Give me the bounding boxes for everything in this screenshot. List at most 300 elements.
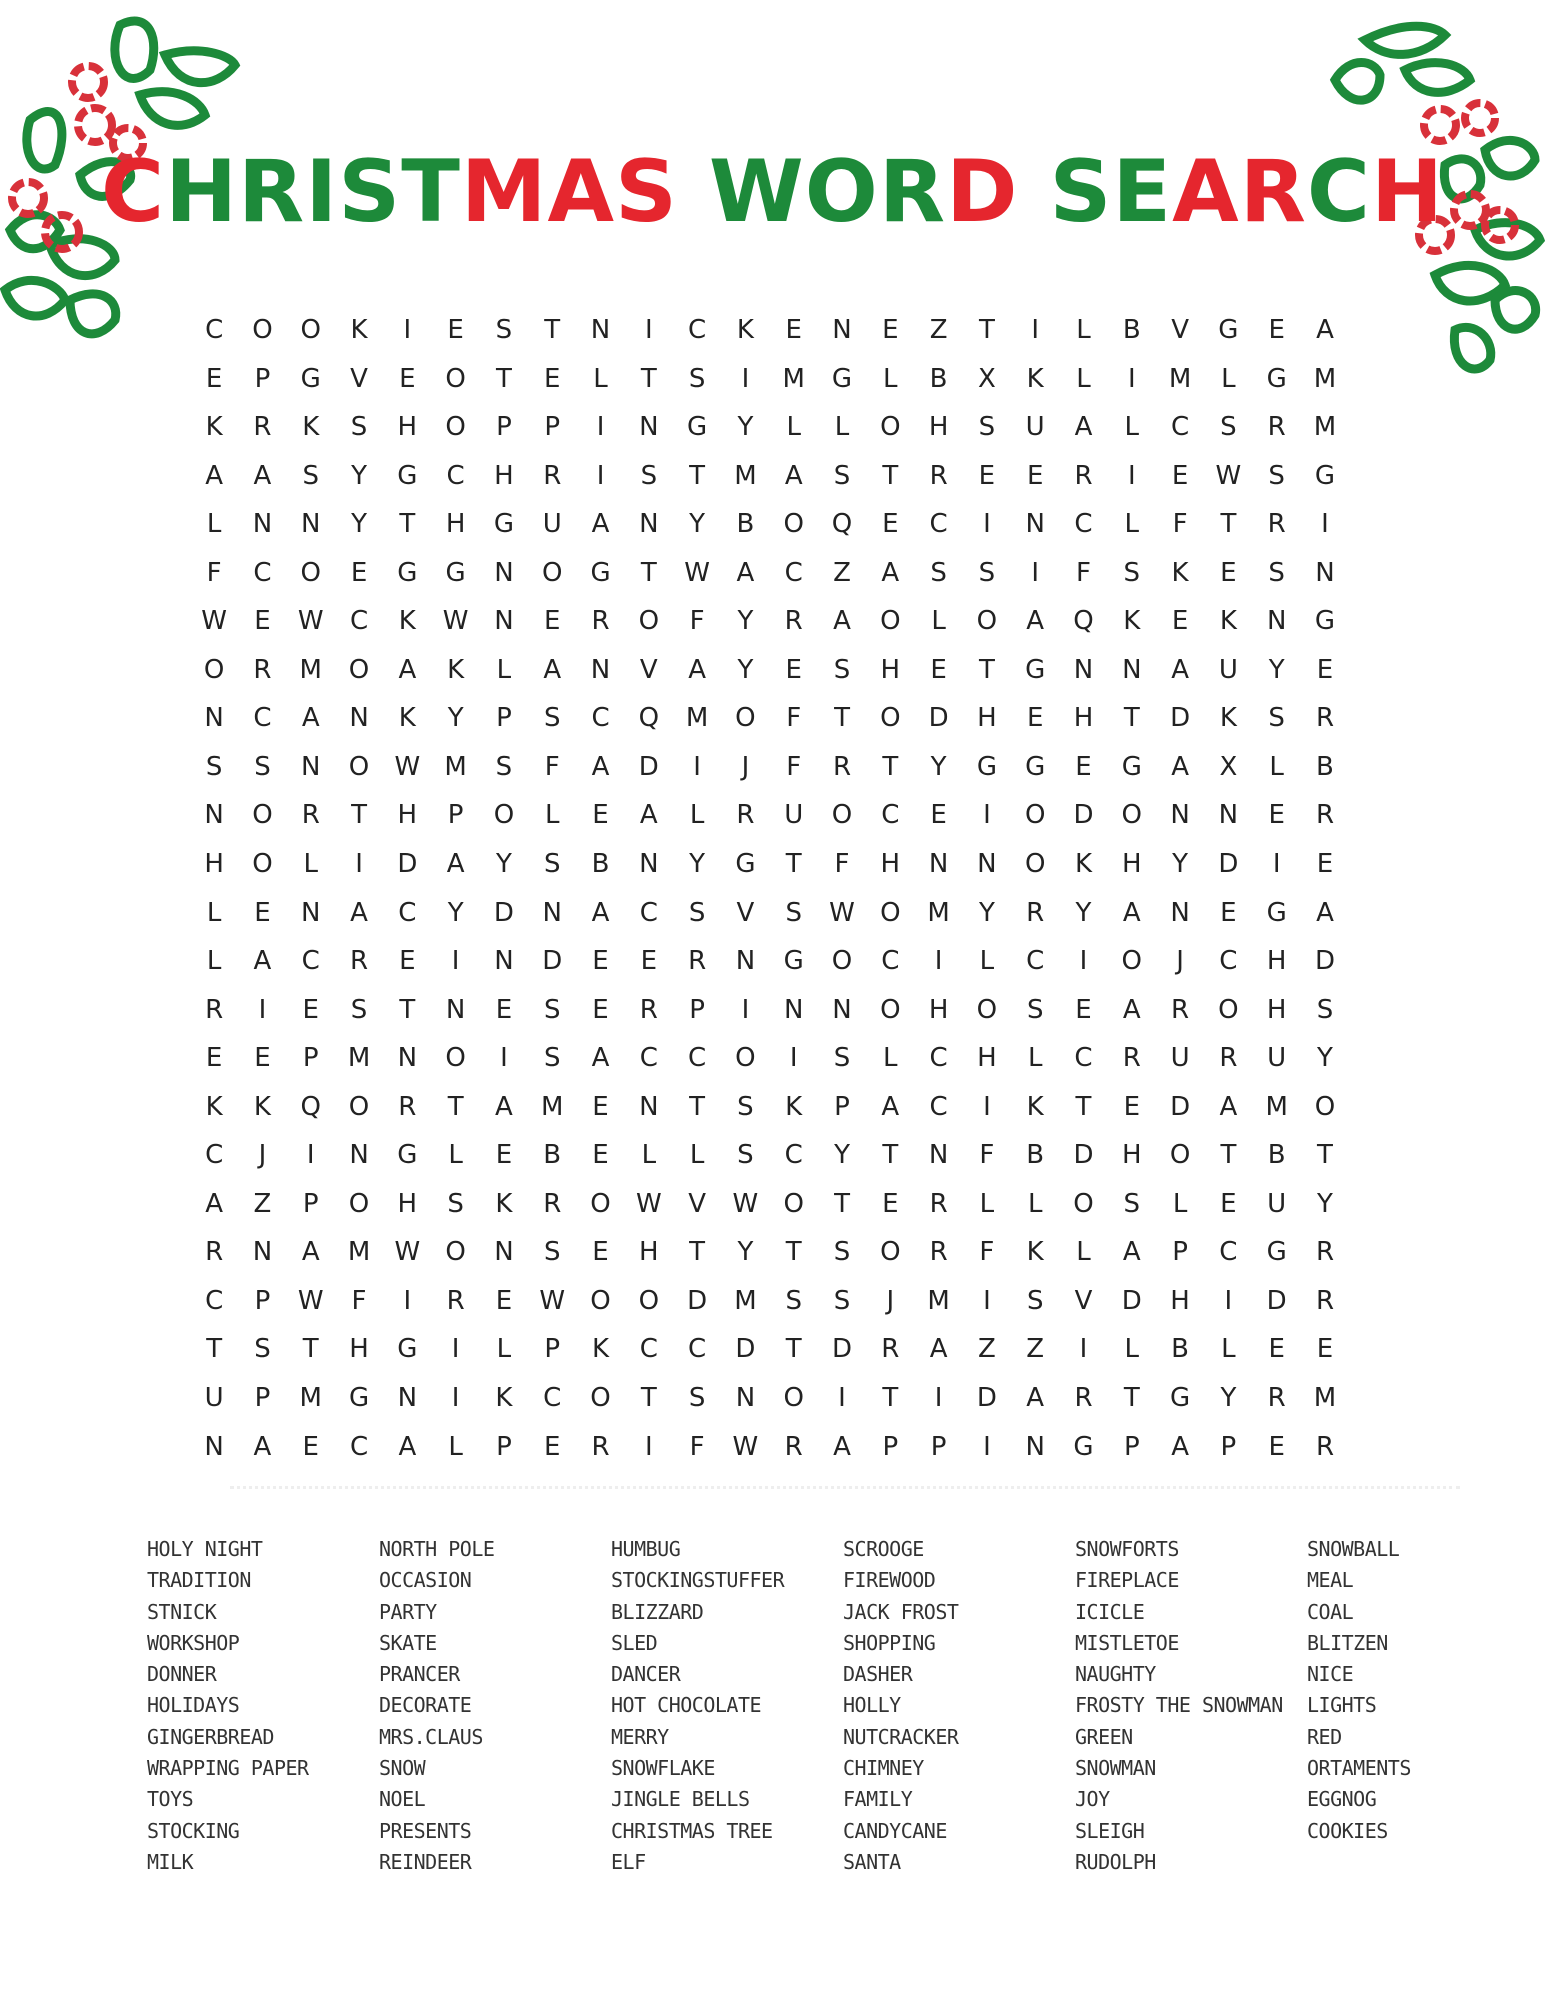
grid-letter[interactable]: J xyxy=(741,751,750,782)
grid-letter[interactable]: I xyxy=(741,363,750,394)
grid-letter[interactable]: R xyxy=(1171,994,1190,1025)
grid-letter[interactable]: O xyxy=(735,703,756,734)
grid-letter[interactable]: W xyxy=(539,1285,566,1316)
grid-letter[interactable]: B xyxy=(1122,315,1141,345)
grid-letter[interactable]: N xyxy=(590,654,611,685)
grid-letter[interactable]: R xyxy=(1267,412,1286,443)
grid-letter[interactable]: X xyxy=(1219,751,1238,782)
grid-letter[interactable]: R xyxy=(639,994,658,1025)
grid-letter[interactable]: P xyxy=(930,1431,947,1462)
grid-letter[interactable]: D xyxy=(1121,1285,1142,1316)
grid-letter[interactable]: S xyxy=(495,751,513,782)
grid-letter[interactable]: N xyxy=(639,1091,659,1122)
grid-letter[interactable]: C xyxy=(446,460,465,491)
grid-letter[interactable]: I xyxy=(596,460,605,491)
grid-letter[interactable]: N xyxy=(397,1383,418,1414)
grid-letter[interactable]: M xyxy=(685,703,709,734)
grid-letter[interactable]: N xyxy=(735,1383,756,1414)
grid-letter[interactable]: E xyxy=(592,1237,609,1268)
grid-letter[interactable]: E xyxy=(447,315,464,345)
grid-letter[interactable]: E xyxy=(592,1140,609,1171)
grid-letter[interactable]: F xyxy=(351,1285,367,1316)
grid-letter[interactable]: Q xyxy=(1073,606,1094,637)
grid-letter[interactable]: D xyxy=(1073,800,1094,831)
grid-letter[interactable]: B xyxy=(736,509,755,540)
grid-letter[interactable]: H xyxy=(1122,849,1142,880)
grid-letter[interactable]: Y xyxy=(834,1140,850,1171)
grid-letter[interactable]: S xyxy=(1220,412,1237,443)
grid-letter[interactable]: C xyxy=(639,1334,658,1365)
grid-letter[interactable]: O xyxy=(590,1188,611,1219)
grid-letter[interactable]: Y xyxy=(737,1237,754,1268)
grid-letter[interactable]: I xyxy=(934,1383,943,1414)
grid-letter[interactable]: N xyxy=(204,800,224,831)
grid-letter[interactable]: R xyxy=(1074,460,1093,491)
grid-letter[interactable]: N xyxy=(1315,557,1335,588)
grid-letter[interactable]: N xyxy=(832,994,852,1025)
grid-letter[interactable]: E xyxy=(1268,1431,1285,1462)
grid-letter[interactable]: N xyxy=(349,1140,369,1171)
grid-letter[interactable]: Y xyxy=(351,460,367,491)
grid-letter[interactable]: S xyxy=(543,1043,561,1074)
grid-letter[interactable]: I xyxy=(983,800,991,831)
grid-letter[interactable]: U xyxy=(1267,1188,1287,1219)
grid-letter[interactable]: E xyxy=(399,946,416,977)
grid-letter[interactable]: R xyxy=(1315,1285,1335,1316)
grid-letter[interactable]: Y xyxy=(1268,654,1285,685)
grid-letter[interactable]: V xyxy=(688,1188,707,1219)
grid-letter[interactable]: H xyxy=(1266,994,1287,1025)
grid-letter[interactable]: E xyxy=(1026,460,1044,491)
grid-letter[interactable]: I xyxy=(1224,1285,1233,1316)
grid-letter[interactable]: R xyxy=(446,1285,465,1316)
grid-letter[interactable]: T xyxy=(1123,703,1140,734)
grid-letter[interactable]: W xyxy=(1215,460,1242,491)
grid-letter[interactable]: H xyxy=(977,1043,997,1074)
grid-letter[interactable]: O xyxy=(831,800,853,831)
grid-letter[interactable]: Y xyxy=(495,849,512,880)
grid-letter[interactable]: E xyxy=(205,363,223,394)
grid-letter[interactable]: I xyxy=(934,946,943,977)
grid-letter[interactable]: E xyxy=(882,315,899,345)
grid-letter[interactable]: L xyxy=(883,1043,898,1074)
grid-letter[interactable]: H xyxy=(397,800,418,831)
grid-letter[interactable]: O xyxy=(1121,800,1143,831)
grid-letter[interactable]: T xyxy=(1123,1383,1140,1414)
grid-letter[interactable]: V xyxy=(1074,1285,1093,1316)
grid-letter[interactable]: T xyxy=(689,460,706,491)
grid-letter[interactable]: R xyxy=(1315,1431,1335,1462)
grid-letter[interactable]: T xyxy=(640,1383,657,1414)
grid-letter[interactable]: S xyxy=(1316,994,1334,1025)
grid-letter[interactable]: N xyxy=(639,412,659,443)
grid-letter[interactable]: A xyxy=(736,557,755,588)
grid-letter[interactable]: K xyxy=(1026,1237,1044,1268)
grid-letter[interactable]: O xyxy=(252,315,273,345)
grid-letter[interactable]: M xyxy=(347,1237,371,1268)
grid-letter[interactable]: C xyxy=(784,557,803,588)
grid-letter[interactable]: L xyxy=(1172,1188,1188,1219)
grid-letter[interactable]: I xyxy=(1272,849,1281,880)
grid-letter[interactable]: M xyxy=(299,1383,322,1414)
grid-letter[interactable]: W xyxy=(297,1285,324,1316)
grid-letter[interactable]: E xyxy=(1123,1091,1140,1122)
grid-letter[interactable]: P xyxy=(544,1334,561,1365)
grid-letter[interactable]: S xyxy=(833,460,851,491)
grid-letter[interactable]: T xyxy=(447,1091,464,1122)
grid-letter[interactable]: L xyxy=(593,363,608,394)
grid-letter[interactable]: B xyxy=(1267,1140,1286,1171)
grid-letter[interactable]: I xyxy=(355,849,363,880)
grid-letter[interactable]: D xyxy=(1170,1091,1191,1122)
grid-letter[interactable]: L xyxy=(496,1334,512,1365)
grid-letter[interactable]: N xyxy=(204,1431,224,1462)
grid-letter[interactable]: M xyxy=(927,897,950,928)
grid-letter[interactable]: S xyxy=(737,1140,754,1171)
grid-letter[interactable]: H xyxy=(1266,946,1287,977)
grid-letter[interactable]: A xyxy=(446,849,465,880)
grid-letter[interactable]: R xyxy=(736,800,755,831)
grid-letter[interactable]: I xyxy=(1079,1334,1088,1365)
grid-letter[interactable]: A xyxy=(301,703,320,734)
grid-letter[interactable]: I xyxy=(693,751,701,782)
grid-letter[interactable]: I xyxy=(983,1285,991,1316)
grid-letter[interactable]: T xyxy=(978,654,995,685)
grid-letter[interactable]: K xyxy=(736,315,754,345)
grid-letter[interactable]: S xyxy=(1268,557,1285,588)
grid-letter[interactable]: L xyxy=(979,1188,995,1219)
grid-letter[interactable]: H xyxy=(397,412,418,443)
grid-letter[interactable]: E xyxy=(1316,654,1334,685)
grid-letter[interactable]: M xyxy=(299,654,322,685)
grid-letter[interactable]: A xyxy=(205,1188,224,1219)
grid-letter[interactable]: C xyxy=(1074,509,1093,540)
grid-letter[interactable]: A xyxy=(784,460,803,491)
grid-letter[interactable]: E xyxy=(495,994,513,1025)
grid-letter[interactable]: O xyxy=(590,1383,611,1414)
grid-letter[interactable]: A xyxy=(639,800,658,831)
grid-letter[interactable]: O xyxy=(880,412,901,443)
grid-letter[interactable]: Z xyxy=(1026,1334,1045,1365)
grid-letter[interactable]: W xyxy=(635,1188,662,1219)
grid-letter[interactable]: R xyxy=(350,946,369,977)
grid-letter[interactable]: E xyxy=(1220,1188,1237,1219)
grid-letter[interactable]: A xyxy=(301,1237,320,1268)
grid-letter[interactable]: E xyxy=(350,557,368,588)
grid-letter[interactable]: L xyxy=(689,1140,705,1171)
grid-letter[interactable]: L xyxy=(1027,1188,1043,1219)
grid-letter[interactable]: S xyxy=(978,412,996,443)
grid-letter[interactable]: L xyxy=(689,800,705,831)
grid-letter[interactable]: T xyxy=(882,1140,899,1171)
grid-letter[interactable]: E xyxy=(544,606,561,637)
grid-letter[interactable]: O xyxy=(638,606,660,637)
grid-letter[interactable]: V xyxy=(350,363,368,394)
grid-letter[interactable]: O xyxy=(300,315,321,345)
grid-letter[interactable]: M xyxy=(782,363,805,394)
grid-letter[interactable]: M xyxy=(541,1091,564,1122)
grid-letter[interactable]: B xyxy=(591,849,610,880)
grid-letter[interactable]: G xyxy=(397,557,418,588)
grid-letter[interactable]: A xyxy=(350,897,368,928)
grid-letter[interactable]: I xyxy=(644,315,653,345)
grid-letter[interactable]: O xyxy=(880,1237,901,1268)
grid-letter[interactable]: D xyxy=(493,897,514,928)
grid-letter[interactable]: E xyxy=(882,1188,899,1219)
grid-letter[interactable]: U xyxy=(204,1383,224,1414)
grid-letter[interactable]: A xyxy=(688,654,707,685)
grid-letter[interactable]: S xyxy=(543,703,561,734)
grid-letter[interactable]: K xyxy=(495,1383,513,1414)
grid-letter[interactable]: F xyxy=(786,703,802,734)
grid-letter[interactable]: R xyxy=(253,412,272,443)
grid-letter[interactable]: N xyxy=(1170,800,1190,831)
grid-letter[interactable]: E xyxy=(254,1043,271,1074)
grid-letter[interactable]: S xyxy=(785,1285,802,1316)
grid-letter[interactable]: G xyxy=(397,460,418,491)
grid-letter[interactable]: K xyxy=(205,412,223,443)
grid-letter[interactable]: C xyxy=(349,1431,369,1462)
grid-letter[interactable]: B xyxy=(1171,1334,1189,1365)
grid-letter[interactable]: I xyxy=(1127,460,1136,491)
grid-letter[interactable]: L xyxy=(931,606,946,637)
grid-letter[interactable]: O xyxy=(1218,994,1239,1025)
grid-letter[interactable]: Y xyxy=(447,703,464,734)
grid-letter[interactable]: N xyxy=(928,1140,949,1171)
grid-letter[interactable]: D xyxy=(928,703,949,734)
grid-letter[interactable]: N xyxy=(494,557,514,588)
grid-letter[interactable]: T xyxy=(785,1237,802,1268)
grid-letter[interactable]: E xyxy=(1075,994,1092,1025)
grid-letter[interactable]: I xyxy=(983,509,991,540)
grid-letter[interactable]: Y xyxy=(1317,1043,1333,1074)
grid-letter[interactable]: G xyxy=(831,363,853,394)
grid-letter[interactable]: L xyxy=(1027,1043,1043,1074)
grid-letter[interactable]: C xyxy=(929,1091,948,1122)
grid-letter[interactable]: R xyxy=(832,751,852,782)
grid-letter[interactable]: M xyxy=(734,460,757,491)
grid-letter[interactable]: A xyxy=(1122,897,1141,928)
grid-letter[interactable]: C xyxy=(205,315,224,345)
grid-letter[interactable]: D xyxy=(638,751,659,782)
grid-letter[interactable]: K xyxy=(447,654,465,685)
grid-letter[interactable]: L xyxy=(1124,1334,1140,1365)
grid-letter[interactable]: N xyxy=(832,315,852,345)
grid-letter[interactable]: C xyxy=(1171,412,1190,443)
grid-letter[interactable]: A xyxy=(1171,751,1189,782)
grid-letter[interactable]: A xyxy=(1316,315,1334,345)
grid-letter[interactable]: S xyxy=(350,412,368,443)
grid-letter[interactable]: Z xyxy=(977,1334,996,1365)
grid-letter[interactable]: T xyxy=(882,1383,899,1414)
grid-letter[interactable]: N xyxy=(1025,1431,1045,1462)
grid-letter[interactable]: D xyxy=(1170,703,1191,734)
grid-letter[interactable]: O xyxy=(445,1043,466,1074)
grid-letter[interactable]: C xyxy=(1026,946,1045,977)
grid-letter[interactable]: H xyxy=(445,509,466,540)
grid-letter[interactable]: A xyxy=(1219,1091,1238,1122)
grid-letter[interactable]: M xyxy=(1313,412,1337,443)
grid-letter[interactable]: A xyxy=(253,460,272,491)
grid-letter[interactable]: D xyxy=(1266,1285,1287,1316)
grid-letter[interactable]: A xyxy=(543,654,562,685)
grid-letter[interactable]: L xyxy=(834,412,850,443)
grid-letter[interactable]: R xyxy=(929,1237,948,1268)
grid-letter[interactable]: V xyxy=(736,897,755,928)
grid-letter[interactable]: I xyxy=(1127,363,1136,394)
grid-letter[interactable]: N xyxy=(783,994,804,1025)
grid-letter[interactable]: E xyxy=(1171,606,1189,637)
grid-letter[interactable]: H xyxy=(494,460,514,491)
grid-letter[interactable]: I xyxy=(838,1383,846,1414)
grid-letter[interactable]: K xyxy=(1219,606,1237,637)
grid-letter[interactable]: F xyxy=(206,557,222,588)
grid-letter[interactable]: O xyxy=(880,606,901,637)
grid-letter[interactable]: O xyxy=(976,606,998,637)
grid-letter[interactable]: U xyxy=(1025,412,1045,443)
grid-letter[interactable]: M xyxy=(1265,1091,1288,1122)
grid-letter[interactable]: I xyxy=(258,994,267,1025)
grid-letter[interactable]: K xyxy=(350,315,368,345)
grid-letter[interactable]: S xyxy=(785,897,802,928)
grid-letter[interactable]: O xyxy=(252,800,273,831)
grid-letter[interactable]: F xyxy=(979,1140,995,1171)
grid-letter[interactable]: C xyxy=(1219,946,1238,977)
grid-letter[interactable]: B xyxy=(1316,751,1334,782)
grid-letter[interactable]: O xyxy=(445,363,466,394)
grid-letter[interactable]: N xyxy=(735,946,756,977)
grid-letter[interactable]: D xyxy=(1218,849,1239,880)
grid-letter[interactable]: C xyxy=(881,800,900,831)
grid-letter[interactable]: G xyxy=(1025,654,1046,685)
grid-letter[interactable]: G xyxy=(300,363,321,394)
grid-letter[interactable]: L xyxy=(883,363,898,394)
grid-letter[interactable]: C xyxy=(929,1043,948,1074)
grid-letter[interactable]: I xyxy=(451,1383,460,1414)
grid-letter[interactable]: E xyxy=(978,460,996,491)
grid-letter[interactable]: R xyxy=(398,1091,417,1122)
grid-letter[interactable]: L xyxy=(206,897,222,928)
grid-letter[interactable]: R xyxy=(929,1188,948,1219)
grid-letter[interactable]: O xyxy=(348,654,370,685)
grid-letter[interactable]: N xyxy=(301,751,321,782)
grid-letter[interactable]: E xyxy=(1268,1334,1285,1365)
grid-letter[interactable]: O xyxy=(880,703,901,734)
grid-letter[interactable]: W xyxy=(684,557,710,588)
grid-letter[interactable]: N xyxy=(204,703,224,734)
grid-letter[interactable]: C xyxy=(688,1334,707,1365)
grid-letter[interactable]: M xyxy=(1313,1383,1337,1414)
grid-letter[interactable]: O xyxy=(590,1285,611,1316)
grid-letter[interactable]: R xyxy=(1026,897,1045,928)
grid-letter[interactable]: C xyxy=(1074,1043,1093,1074)
grid-letter[interactable]: R xyxy=(543,1188,562,1219)
grid-letter[interactable]: T xyxy=(495,363,512,394)
grid-letter[interactable]: K xyxy=(591,1334,610,1365)
grid-letter[interactable]: L xyxy=(544,800,560,831)
grid-letter[interactable]: H xyxy=(639,1237,659,1268)
grid-letter[interactable]: E xyxy=(399,363,416,394)
grid-letter[interactable]: E xyxy=(785,315,802,345)
grid-letter[interactable]: F xyxy=(544,751,560,782)
grid-letter[interactable]: B xyxy=(929,363,948,394)
grid-letter[interactable]: Q xyxy=(638,703,660,734)
grid-letter[interactable]: T xyxy=(834,1188,850,1219)
grid-letter[interactable]: L xyxy=(496,654,512,685)
grid-letter[interactable]: D xyxy=(397,849,418,880)
grid-letter[interactable]: O xyxy=(445,412,466,443)
grid-letter[interactable]: C xyxy=(929,509,948,540)
grid-letter[interactable]: A xyxy=(881,1091,900,1122)
grid-letter[interactable]: Q xyxy=(831,509,853,540)
grid-letter[interactable]: R xyxy=(301,800,320,831)
grid-letter[interactable]: Y xyxy=(737,412,754,443)
grid-letter[interactable]: N xyxy=(639,509,659,540)
grid-letter[interactable]: N xyxy=(301,897,321,928)
grid-letter[interactable]: D xyxy=(831,1334,853,1365)
grid-letter[interactable]: T xyxy=(399,994,416,1025)
grid-letter[interactable]: I xyxy=(596,412,605,443)
grid-letter[interactable]: I xyxy=(983,1431,991,1462)
grid-letter[interactable]: E xyxy=(1316,1334,1334,1365)
grid-letter[interactable]: S xyxy=(978,557,996,588)
grid-letter[interactable]: L xyxy=(448,1140,463,1171)
grid-letter[interactable]: P xyxy=(882,1431,899,1462)
grid-letter[interactable]: D xyxy=(1314,946,1335,977)
grid-letter[interactable]: T xyxy=(351,800,367,831)
grid-letter[interactable]: P xyxy=(1172,1237,1188,1268)
grid-letter[interactable]: E xyxy=(1316,849,1334,880)
grid-letter[interactable]: K xyxy=(398,703,416,734)
grid-letter[interactable]: T xyxy=(399,509,416,540)
grid-letter[interactable]: T xyxy=(1220,1140,1237,1171)
grid-letter[interactable]: S xyxy=(1026,994,1044,1025)
grid-letter[interactable]: U xyxy=(1267,1043,1287,1074)
grid-letter[interactable]: L xyxy=(206,946,222,977)
grid-letter[interactable]: G xyxy=(348,1383,370,1414)
grid-letter[interactable]: R xyxy=(929,460,948,491)
grid-letter[interactable]: E xyxy=(205,1043,223,1074)
grid-letter[interactable]: R xyxy=(543,460,562,491)
grid-letter[interactable]: T xyxy=(834,703,850,734)
grid-letter[interactable]: S xyxy=(350,994,368,1025)
grid-letter[interactable]: E xyxy=(495,1140,513,1171)
grid-letter[interactable]: S xyxy=(1123,1188,1141,1219)
grid-letter[interactable]: S xyxy=(543,1237,561,1268)
grid-letter[interactable]: P xyxy=(254,1285,271,1316)
grid-letter[interactable]: Z xyxy=(833,557,851,588)
grid-letter[interactable]: D xyxy=(735,1334,756,1365)
grid-letter[interactable]: W xyxy=(442,606,469,637)
grid-letter[interactable]: F xyxy=(689,1431,705,1462)
grid-letter[interactable]: C xyxy=(881,946,900,977)
grid-letter[interactable]: H xyxy=(1122,1140,1142,1171)
grid-letter[interactable]: R xyxy=(1122,1043,1141,1074)
grid-letter[interactable]: I xyxy=(741,994,750,1025)
grid-letter[interactable]: S xyxy=(543,849,561,880)
grid-letter[interactable]: L xyxy=(1124,509,1140,540)
grid-letter[interactable]: A xyxy=(929,1334,948,1365)
grid-letter[interactable]: Y xyxy=(1317,1188,1333,1219)
grid-letter[interactable]: C xyxy=(253,557,272,588)
grid-letter[interactable]: T xyxy=(1220,509,1237,540)
grid-letter[interactable]: S xyxy=(254,1334,271,1365)
grid-letter[interactable]: A xyxy=(833,606,851,637)
grid-letter[interactable]: N xyxy=(494,606,514,637)
grid-letter[interactable]: T xyxy=(882,460,899,491)
grid-letter[interactable]: A xyxy=(591,751,610,782)
grid-letter[interactable]: F xyxy=(786,751,802,782)
